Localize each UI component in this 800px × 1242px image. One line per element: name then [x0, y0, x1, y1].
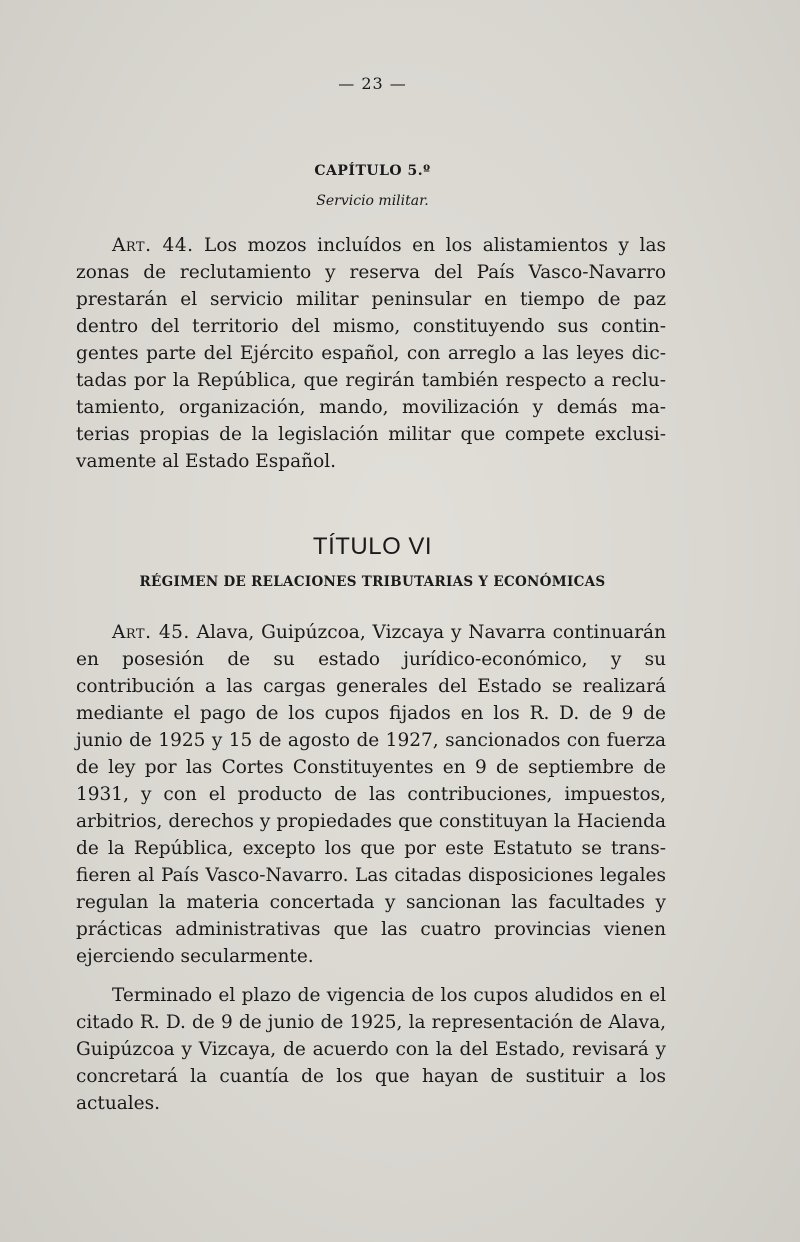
article-44-text: Los mozos incluídos en los alistamientos y las zonas de reclutamiento y reserva del País Vasco-Navarro prestarán el servicio militar peninsular en tiempo de paz dentro del territorio del mismo, constituyendo sus contingentes parte del Ejército español, con arreglo a las leyes dictadas por la República, que regirán también respecto a reclutamiento, organización, mando, movilización y demás materias propias de la legislación militar que compete exclusivamente al Estado Español.	[76, 235, 666, 472]
titulo-subheading: RÉGIMEN DE RELACIONES TRIBUTARIAS Y ECONÓMICAS	[139, 574, 606, 590]
article-44-paragraph	[76, 232, 666, 475]
article-44-label: Art. 44.	[112, 235, 194, 256]
article-45-paragraph	[76, 619, 666, 970]
chapter-subtitle: Servicio militar.	[316, 193, 429, 209]
article-45-label: Art. 45.	[112, 622, 190, 643]
titulo-heading: TÍTULO VI	[312, 533, 433, 560]
final-paragraph: Terminado el plazo de vigencia de los cupos aludidos en el citado R. D. de 9 de junio de 1925, la representación de Alava, Guipúzcoa y Vizcaya, de acuerdo con la del Estado, revisará y concretará la cuantía de los que hayan de sustituir a los actuales.	[76, 985, 666, 1114]
article-45-text: Alava, Guipúzcoa, Vizcaya y Navarra continuarán en posesión de su estado jurídico-económico, y su contribución a las cargas generales del Estado se realizará mediante el pago de los cupos fijados en los R. D. de 9 de junio de 1925 y 15 de agosto de 1927, sancionados con fuerza de ley por las Cortes Constituyentes en 9 de septiembre de 1931, y con el producto de las contribuciones, impuestos, arbitrios, derechos y propiedades que constituyan la Hacienda de la República, excepto los que por este Estatuto se transfieren al País Vasco-Navarro. Las citadas disposiciones legales regulan la materia concertada y sancionan las facultades y prácticas administrativas que las cuatro provincias vienen ejerciendo secularmente.	[76, 622, 666, 967]
page-number: — 23 —	[338, 74, 407, 93]
chapter-heading: CAPÍTULO 5.º	[314, 163, 431, 179]
